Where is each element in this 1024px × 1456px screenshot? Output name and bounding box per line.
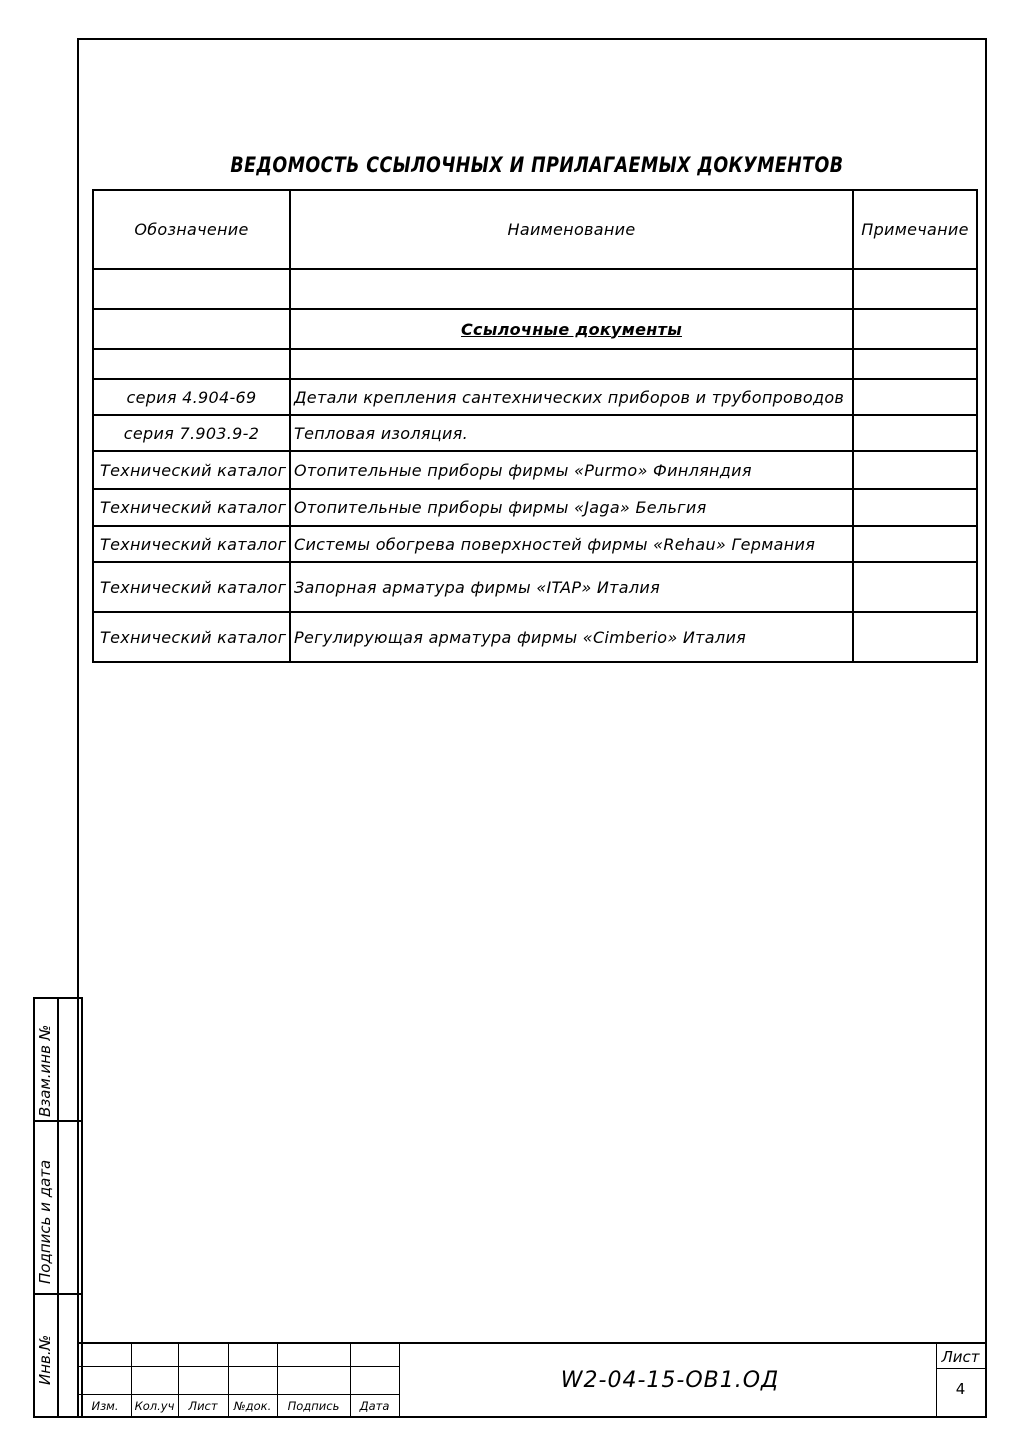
col-doc-no: №док. bbox=[233, 1399, 272, 1413]
row-note bbox=[853, 562, 977, 612]
row-name: Отопительные приборы фирмы «Purmo» Финляндия bbox=[290, 451, 853, 489]
row-name: Отопительные приборы фирмы «Jaga» Бельгия bbox=[290, 489, 853, 526]
sign-date-label: Подпись и дата bbox=[36, 1159, 54, 1284]
document-title: ВЕДОМОСТЬ ССЫЛОЧНЫХ И ПРИЛАГАЕМЫХ ДОКУМЕНТОВ bbox=[230, 153, 844, 177]
empty-row bbox=[93, 269, 977, 309]
row-note bbox=[853, 526, 977, 562]
table-row bbox=[93, 451, 977, 489]
table-row bbox=[93, 379, 977, 415]
row-designation: Технический каталог bbox=[93, 489, 290, 526]
row-name: Системы обогрева поверхностей фирмы «Rehau» Германия bbox=[290, 526, 853, 562]
row-note bbox=[853, 612, 977, 662]
row-designation: серия 4.904-69 bbox=[93, 379, 290, 415]
row-designation: Технический каталог bbox=[93, 451, 290, 489]
header-name: Наименование bbox=[290, 190, 853, 269]
header-note: Примечание bbox=[853, 190, 977, 269]
table-row bbox=[93, 415, 977, 451]
row-note bbox=[853, 379, 977, 415]
row-designation: Технический каталог bbox=[93, 562, 290, 612]
sheet-number: 4 bbox=[955, 1380, 966, 1398]
section-title: Ссылочные документы bbox=[290, 309, 853, 349]
row-name: Детали крепления сантехнических приборов и трубопроводов bbox=[290, 379, 853, 415]
row-designation: серия 7.903.9-2 bbox=[93, 415, 290, 451]
col-signature: Подпись bbox=[287, 1399, 340, 1413]
col-kol-uch: Кол.уч bbox=[134, 1399, 175, 1413]
row-note bbox=[853, 489, 977, 526]
empty-row bbox=[93, 349, 977, 379]
row-designation: Технический каталог bbox=[93, 526, 290, 562]
row-name: Регулирующая арматура фирмы «Cimberio» Италия bbox=[290, 612, 853, 662]
table-row bbox=[93, 612, 977, 662]
side-stamp-sign-date bbox=[33, 1120, 83, 1295]
row-name: Тепловая изоляция. bbox=[290, 415, 853, 451]
replace-inv-label: Взам.инв № bbox=[36, 1024, 54, 1117]
table-header bbox=[93, 190, 977, 269]
side-stamp-replace-inv bbox=[33, 997, 83, 1122]
section-row bbox=[93, 309, 977, 349]
table-row bbox=[93, 526, 977, 562]
row-name: Запорная арматура фирмы «ITAP» Италия bbox=[290, 562, 853, 612]
row-note bbox=[853, 415, 977, 451]
documents-table bbox=[92, 189, 978, 663]
inv-no-label: Инв.№ bbox=[36, 1334, 54, 1385]
col-date: Дата bbox=[359, 1399, 390, 1413]
document-code: W2-04-15-ОВ1.ОД bbox=[560, 1368, 780, 1393]
col-izm: Изм. bbox=[91, 1399, 119, 1413]
header-designation: Обозначение bbox=[93, 190, 290, 269]
side-stamp-inv-no bbox=[33, 1293, 83, 1418]
col-list: Лист bbox=[188, 1399, 218, 1413]
row-designation: Технический каталог bbox=[93, 612, 290, 662]
table-row bbox=[93, 489, 977, 526]
row-note bbox=[853, 451, 977, 489]
table-row bbox=[93, 562, 977, 612]
sheet-label: Лист bbox=[941, 1348, 980, 1366]
